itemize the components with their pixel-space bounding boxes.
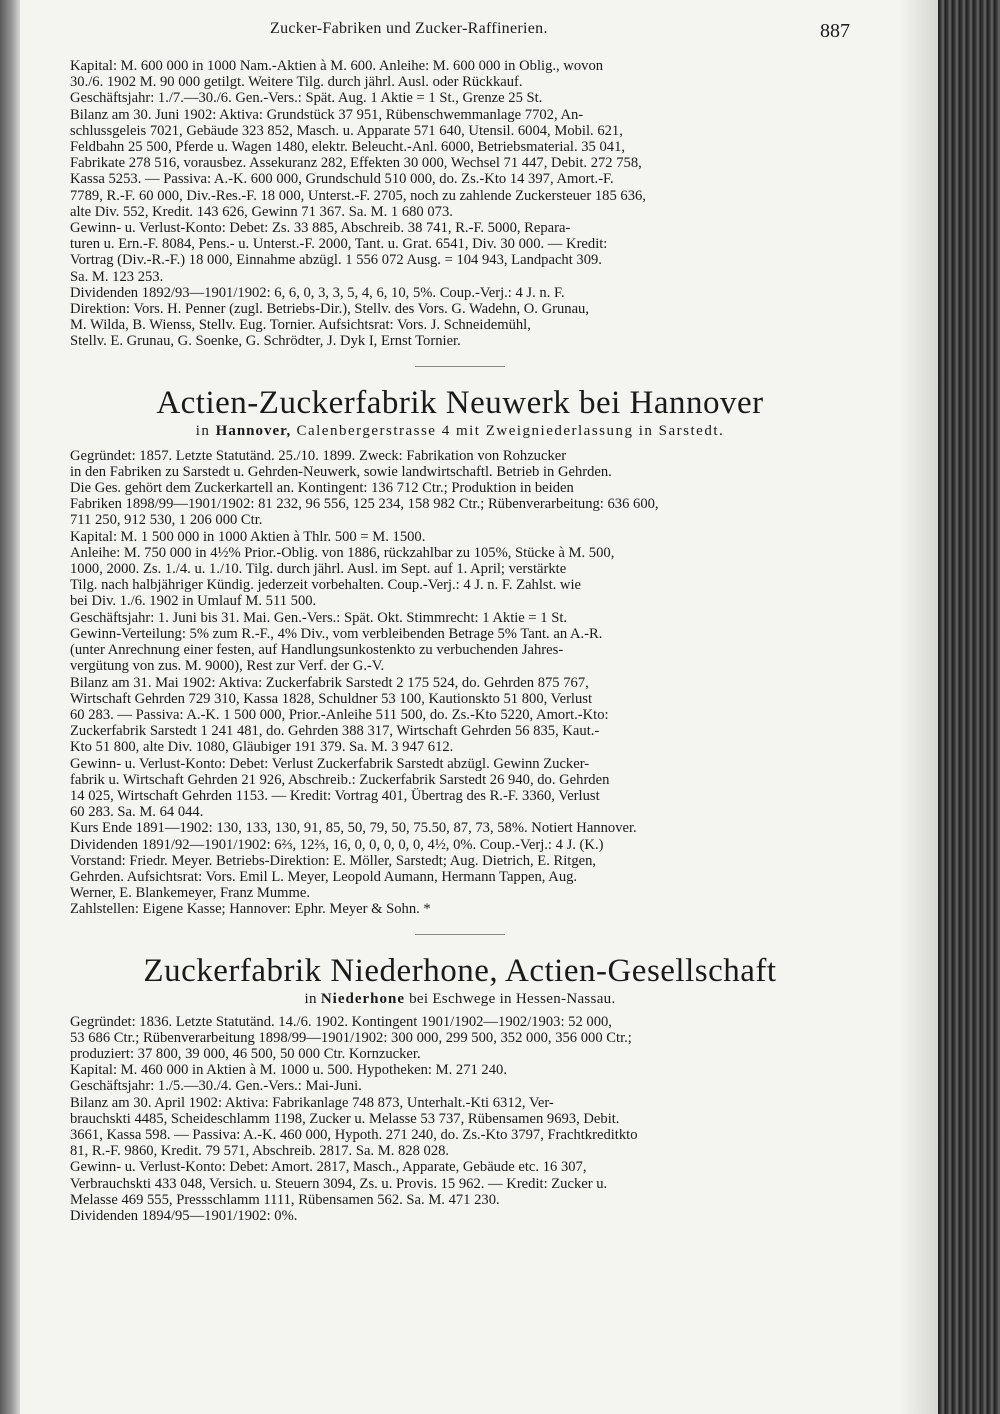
text-line: Sa. M. 123 253. xyxy=(70,268,164,285)
text-line: Gewinn- u. Verlust-Konto: Debet: Zs. 33 885, Abschreib. 38 741, R.-F. 5000, Repara- xyxy=(70,220,571,237)
entry-body xyxy=(70,1014,850,1225)
text-line: M. Wilda, B. Wienss, Stellv. Eug. Tornier. Aufsichtsrat: Vors. J. Schneidemühl, xyxy=(70,317,531,334)
text-line: 711 250, 912 530, 1 206 000 Ctr. xyxy=(70,512,263,529)
text-line: 81, R.-F. 9860, Kredit. 79 571, Abschreib. 2817. Sa. M. 828 028. xyxy=(70,1143,450,1160)
text-line: Wirtschaft Gehrden 729 310, Kassa 1828, Schuldner 53 100, Kautionskto 51 800, Verlust xyxy=(70,690,593,707)
page-gutter-shadow xyxy=(898,0,938,1414)
text-line: Stellv. E. Grunau, G. Soenke, G. Schrödter, J. Dyk I, Ernst Tornier. xyxy=(70,333,461,350)
subtitle-rest: Calenbergerstrasse 4 mit Zweigniederlassung in Sarstedt. xyxy=(296,422,725,439)
text-line: bei Div. 1./6. 1902 in Umlauf M. 511 500. xyxy=(70,593,317,610)
text-line: Vorstand: Friedr. Meyer. Betriebs-Direktion: E. Möller, Sarstedt; Aug. Dietrich, E. Ritgen, xyxy=(70,852,597,869)
text-line: Tilg. nach halbjähriger Kündig. jederzeit vorbehalten. Coup.-Verj.: 4 J. n. F. Zahlst. wie xyxy=(70,577,581,594)
text-line: Kassa 5253. — Passiva: A.-K. 600 000, Grundschuld 510 000, do. Zs.-Kto 14 397, Amort.-F. xyxy=(70,171,614,188)
text-line: Anleihe: M. 750 000 in 4½% Prior.-Oblig. von 1886, rückzahlbar zu 105%, Stücke à M. 500, xyxy=(70,544,615,561)
text-line: Kapital: M. 600 000 in 1000 Nam.-Aktien à M. 600. Anleihe: M. 600 000 in Oblig., wovon xyxy=(70,58,604,74)
text-line: Feldbahn 25 500, Pferde u. Wagen 1480, elektr. Beleucht.-Anl. 6000, Betriebsmaterial. 35 041, xyxy=(70,139,626,156)
text-line: schlussgeleis 7021, Gebäude 323 852, Masch. u. Apparate 571 640, Utensil. 6004, Mobil. 621, xyxy=(70,122,623,139)
text-line: Kapital: M. 460 000 in Aktien à M. 1000 u. 500. Hypotheken: M. 271 240. xyxy=(70,1062,507,1079)
subtitle-city: Niederhone xyxy=(320,990,405,1007)
text-line: Gewinn- u. Verlust-Konto: Debet: Verlust Zuckerfabrik Sarstedt abzügl. Gewinn Zucker- xyxy=(70,755,590,772)
text-line: (unter Anrechnung einer festen, auf Handlungsunkostenkto zu verbuchenden Jahres- xyxy=(70,642,564,659)
text-line: 60 283. — Passiva: A.-K. 1 500 000, Prior.-Anleihe 511 500, do. Zs.-Kto 5220, Amort.-Kto: xyxy=(70,706,609,723)
text-line: Geschäftsjahr: 1./5.—30./4. Gen.-Vers.: Mai-Juni. xyxy=(70,1078,362,1095)
text-line: brauchskti 4485, Scheideschlamm 1198, Zucker u. Melasse 53 737, Rübensamen 9693, Debit. xyxy=(70,1110,620,1127)
page-number: 887 xyxy=(820,20,850,42)
text-line: Kurs Ende 1891—1902: 130, 133, 130, 91, 85, 50, 79, 50, 75.50, 87, 73, 58%. Notiert Hannover. xyxy=(70,820,637,837)
text-line: 53 686 Ctr.; Rübenverarbeitung 1898/99—1901/1902: 300 000, 299 500, 352 000, 356 000 Ctr.; xyxy=(70,1029,632,1046)
text-line: produziert: 37 800, 39 000, 46 500, 50 000 Ctr. Kornzucker. xyxy=(70,1045,421,1062)
text-line: Werner, E. Blankemeyer, Franz Mumme. xyxy=(70,885,310,902)
entry-neuwerk xyxy=(70,385,850,918)
text-line: Gegründet: 1836. Letzte Statutänd. 14./6. 1902. Kontingent 1901/1902—1902/1903: 52 000, xyxy=(70,1013,612,1030)
text-line: Geschäftsjahr: 1./7.—30./6. Gen.-Vers.: Spät. Aug. 1 Aktie = 1 St., Grenze 25 St. xyxy=(70,90,543,107)
text-line: 3661, Kassa 598. — Passiva: A.-K. 460 000, Hypoth. 271 240, do. Zs.-Kto 3797, Frachtkreditkto xyxy=(70,1126,638,1143)
text-line: Gewinn-Verteilung: 5% zum R.-F., 4% Div., vom verbleibenden Betrage 5% Tant. an A.-R. xyxy=(70,625,603,642)
text-line: 7789, R.-F. 60 000, Div.-Res.-F. 18 000, Unterst.-F. 2705, noch zu zahlende Zuckersteuer 185 636, xyxy=(70,187,646,204)
text-line: Kapital: M. 1 500 000 in 1000 Aktien à Thlr. 500 = M. 1500. xyxy=(70,528,426,545)
subtitle-rest: bei Eschwege in Hessen-Nassau. xyxy=(409,990,616,1007)
text-line: Bilanz am 30. Juni 1902: Aktiva: Grundstück 37 951, Rübenschwemmanlage 7702, An- xyxy=(70,106,584,123)
entry-niederhone xyxy=(70,953,850,1225)
text-line: Die Ges. gehört dem Zuckerkartell an. Kontingent: 136 712 Ctr.; Produktion in beiden xyxy=(70,480,574,497)
text-line: Vortrag (Div.-R.-F.) 18 000, Einnahme abzügl. 1 556 072 Ausg. = 104 943, Landpacht 309. xyxy=(70,252,602,269)
document-page xyxy=(70,14,850,1224)
entry-body xyxy=(70,448,850,918)
text-line: Bilanz am 30. April 1902: Aktiva: Fabrikanlage 748 873, Unterhalt.-Kti 6312, Ver- xyxy=(70,1094,554,1111)
text-line: Dividenden 1894/95—1901/1902: 0%. xyxy=(70,1207,298,1224)
subtitle-city: Hannover, xyxy=(215,422,292,439)
text-line: 14 025, Wirtschaft Gehrden 1153. — Kredit: Vortrag 401, Übertrag des R.-F. 3360, Verlust xyxy=(70,787,600,804)
book-page-edges xyxy=(938,0,1000,1414)
text-line: 60 283. Sa. M. 64 044. xyxy=(70,804,204,821)
text-line: Fabrikate 278 516, vorausbez. Assekuranz 282, Effekten 30 000, Wechsel 71 447, Debit. 272 758, xyxy=(70,155,642,172)
company-subtitle xyxy=(70,991,850,1008)
subtitle-prefix: in xyxy=(304,990,317,1007)
text-line: alte Div. 552, Kredit. 143 626, Gewinn 71 367. Sa. M. 1 680 073. xyxy=(70,203,453,220)
text-line: Direktion: Vors. H. Penner (zugl. Betriebs-Dir.), Stellv. des Vors. G. Wadehn, O. Grunau, xyxy=(70,301,590,318)
running-title: Zucker-Fabriken und Zucker-Raffinerien. xyxy=(270,20,548,37)
running-head xyxy=(70,14,850,44)
text-line: Zahlstellen: Eigene Kasse; Hannover: Ephr. Meyer & Sohn. * xyxy=(70,901,431,918)
section-divider xyxy=(415,366,505,367)
entry-previous-company xyxy=(70,58,850,350)
text-line: 1000, 2000. Zs. 1./4. u. 1./10. Tilg. durch jährl. Ausl. im Sept. auf 1. April; verstärkte xyxy=(70,561,567,578)
text-line: Zuckerfabrik Sarstedt 1 241 481, do. Gehrden 388 317, Wirtschaft Gehrden 56 835, Kaut.- xyxy=(70,723,600,740)
scan-left-edge xyxy=(0,0,20,1414)
text-line: turen u. Ern.-F. 8084, Pens.- u. Unterst.-F. 2000, Tant. u. Grat. 6541, Div. 30 000. — Kredit: xyxy=(70,236,608,253)
text-line: Kto 51 800, alte Div. 1080, Gläubiger 191 379. Sa. M. 3 947 612. xyxy=(70,739,454,756)
text-line: Dividenden 1892/93—1901/1902: 6, 6, 0, 3, 3, 5, 4, 6, 10, 5%. Coup.-Verj.: 4 J. n. F. xyxy=(70,284,565,301)
company-title: Actien-Zuckerfabrik Neuwerk bei Hannover xyxy=(156,384,764,421)
subtitle-prefix: in xyxy=(195,422,211,439)
text-line: Gehrden. Aufsichtsrat: Vors. Emil L. Meyer, Leopold Aumann, Hermann Tappen, Aug. xyxy=(70,868,578,885)
text-line: fabrik u. Wirtschaft Gehrden 21 926, Abschreib.: Zuckerfabrik Sarstedt 26 940, do. Gehrden xyxy=(70,771,610,788)
text-line: in den Fabriken zu Sarstedt u. Gehrden-Neuwerk, sowie landwirtschaftl. Betrieb in Gehrden. xyxy=(70,463,612,480)
text-line: Gegründet: 1857. Letzte Statutänd. 25./10. 1899. Zweck: Fabrikation von Rohzucker xyxy=(70,447,567,464)
text-line: Fabriken 1898/99—1901/1902: 81 232, 96 556, 125 234, 158 982 Ctr.; Rübenverarbeitung: 636 600, xyxy=(70,496,659,513)
text-line: Dividenden 1891/92—1901/1902: 6⅔, 12⅔, 16, 0, 0, 0, 0, 0, 4½, 0%. Coup.-Verj.: 4 J. (K.) xyxy=(70,836,604,853)
text-line: Melasse 469 555, Pressschlamm 1111, Rübensamen 562. Sa. M. 471 230. xyxy=(70,1191,500,1208)
text-line: 30./6. 1902 M. 90 000 getilgt. Weitere Tilg. durch jährl. Ausl. oder Rückkauf. xyxy=(70,74,523,91)
text-line: Bilanz am 31. Mai 1902: Aktiva: Zuckerfabrik Sarstedt 2 175 524, do. Gehrden 875 767, xyxy=(70,674,589,691)
section-divider xyxy=(415,934,505,935)
text-line: Geschäftsjahr: 1. Juni bis 31. Mai. Gen.-Vers.: Spät. Okt. Stimmrecht: 1 Aktie = 1 St. xyxy=(70,609,568,626)
company-title: Zuckerfabrik Niederhone, Actien-Gesellschaft xyxy=(143,952,777,989)
text-line: vergütung von zus. M. 9000), Rest zur Verf. der G.-V. xyxy=(70,658,385,675)
company-subtitle xyxy=(70,423,850,440)
text-line: Gewinn- u. Verlust-Konto: Debet: Amort. 2817, Masch., Apparate, Gebäude etc. 16 307, xyxy=(70,1159,587,1176)
text-line: Verbrauchskti 433 048, Versich. u. Steuern 3094, Zs. u. Provis. 15 962. — Kredit: Zucker u. xyxy=(70,1175,608,1192)
